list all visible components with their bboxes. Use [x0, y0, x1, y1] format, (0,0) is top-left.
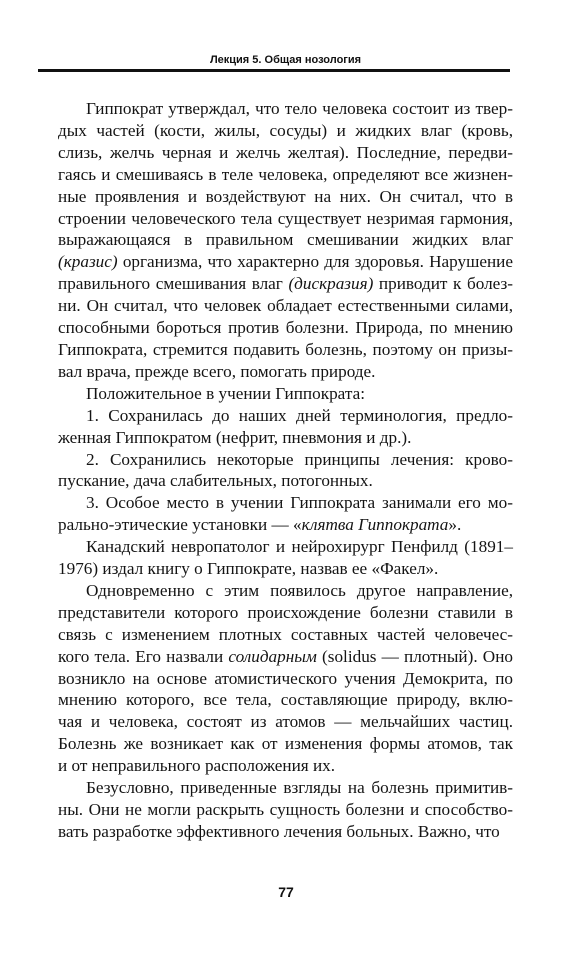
- text-line: Положительное в учении Гиппократа:: [86, 383, 365, 403]
- text-segment: организма, что характерно для здоровья. Нарушение: [117, 252, 513, 272]
- text-line: мнению которого, все тела, составляющие природу, вклю-: [58, 690, 513, 710]
- text-line: вал врача, прежде всего, помогать природе.: [58, 361, 376, 381]
- paragraph: [58, 580, 513, 777]
- paragraph: [58, 536, 513, 580]
- text-line: строении человеческого тела существует незримая гармония,: [58, 208, 513, 228]
- text-segment: кого тела. Его назвали: [58, 646, 229, 666]
- text-line: возникло на основе атомистического учения Демокрита, по: [58, 668, 513, 688]
- text-line: Гиппократ утверждал, что тело человека состоит из твер-: [86, 99, 513, 118]
- text-line: Безусловно, приведенные взгляды на болезнь примитив-: [86, 778, 513, 798]
- italic-term: клятва Гиппократа: [301, 515, 449, 535]
- text-line: представители которого происхождение болезни ставили в: [58, 602, 513, 622]
- paragraph: [58, 449, 513, 493]
- text-segment: правильного смешивания влаг: [58, 274, 289, 294]
- text-line: женная Гиппократом (нефрит, пневмония и др.).: [58, 427, 412, 447]
- text-line: Канадский невропатолог и нейрохирург Пенфилд (1891–: [86, 537, 513, 557]
- text-line: выражающаяся в правильном смешивании жидких влаг: [58, 230, 513, 250]
- text-line: способными бороться против болезни. Природа, по мнению: [58, 318, 513, 338]
- text-line: гаясь и смешиваясь в теле человека, определяют все жизнен-: [58, 164, 513, 184]
- text-line: 2. Сохранились некоторые принципы лечения: крово-: [86, 449, 513, 469]
- header-rule: [38, 69, 510, 72]
- page-number: 77: [278, 884, 294, 900]
- italic-term: (кразис): [58, 252, 118, 272]
- italic-term: солидарным: [228, 646, 317, 666]
- text-line: 3. Особое место в учении Гиппократа занимали его мо-: [86, 493, 513, 513]
- text-line: связь с изменением плотных составных частей человечес-: [58, 624, 513, 644]
- text-segment: приводит к болез-: [373, 274, 514, 294]
- text-line: [58, 273, 513, 295]
- paragraph: [58, 98, 513, 383]
- text-line: [58, 251, 513, 273]
- paragraph: [58, 383, 513, 405]
- text-line: [58, 514, 513, 536]
- paragraph: [58, 492, 513, 536]
- text-segment: (solidus — плотный). Оно: [316, 646, 513, 666]
- text-line: [58, 646, 513, 668]
- text-line: Болезнь же возникает как от изменения формы атомов, так: [58, 734, 513, 754]
- text-line: Гиппократа, стремится подавить болезнь, поэтому он призы-: [58, 339, 513, 359]
- text-line: и от неправильного расположения их.: [58, 756, 336, 776]
- text-segment: рально-этические установки — «: [58, 515, 302, 535]
- text-line: вать разработке эффективного лечения больных. Важно, что: [58, 821, 500, 841]
- body-text: [58, 98, 513, 843]
- text-line: 1976) издал книгу о Гиппократе, назвав ее «Факел».: [58, 559, 439, 579]
- text-segment: ».: [448, 515, 462, 535]
- paragraph: [58, 777, 513, 843]
- text-line: чая и человека, состоят из атомов — мельчайших частиц.: [58, 712, 513, 732]
- text-line: ни. Он считал, что человек обладает естественными силами,: [58, 296, 513, 316]
- running-header: Лекция 5. Общая нозология: [209, 54, 362, 66]
- text-line: Одновременно с этим появилось другое направление,: [86, 580, 513, 600]
- text-line: 1. Сохранилась до наших дней терминология, предло-: [86, 405, 513, 425]
- text-line: слизь, желчь черная и желчь желтая). Последние, передви-: [58, 142, 513, 162]
- text-line: ны. Они не могли раскрыть сущность болезни и способство-: [58, 800, 513, 819]
- text-line: пускание, дача слабительных, потогонных.: [58, 471, 373, 491]
- paragraph: [58, 405, 513, 449]
- italic-term: (дискразия): [288, 274, 374, 294]
- text-line: ные проявления и воздействуют на них. Он считал, что в: [58, 186, 513, 206]
- text-line: дых частей (кости, жилы, сосуды) и жидких влаг (кровь,: [58, 120, 513, 140]
